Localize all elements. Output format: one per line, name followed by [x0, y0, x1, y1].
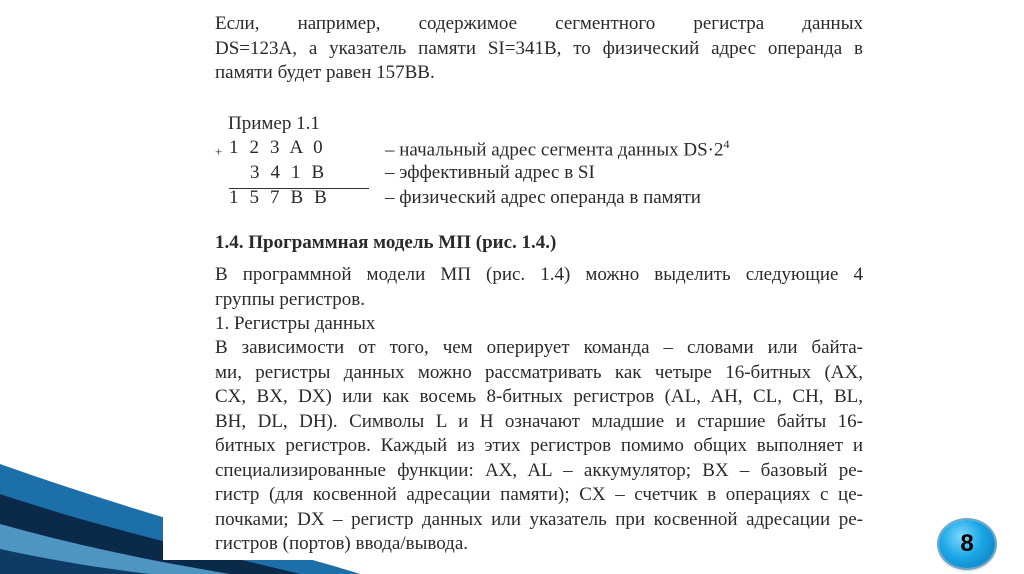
- example-digits: 1 2 3 A 0: [229, 137, 324, 158]
- text-line: гистров (портов) ввода/вывода.: [215, 533, 469, 554]
- text-line: DS=123A, а указатель памяти SI=341B, то физический адрес операнда в: [215, 37, 863, 59]
- text-line: CX, BX, DX) или как восемь 8-битных регистров (AL, AH, CL, CH, BL,: [215, 386, 863, 407]
- document-page: [163, 0, 885, 560]
- text-line: специализированные функции: AX, AL – аккумулятор; BX – базовый ре-: [215, 459, 863, 481]
- text-line: В программной модели МП (рис. 1.4) можно выделить следующие 4: [215, 264, 863, 285]
- text-line: памяти будет равен 157BB.: [215, 62, 435, 83]
- example-description: – физический адрес операнда в памяти: [385, 187, 701, 208]
- paragraph-register-groups: [215, 263, 863, 312]
- example-digits: 3 4 1 B: [229, 162, 325, 183]
- paragraph-data-registers: [215, 336, 863, 557]
- paragraph-segment-address: [215, 12, 863, 86]
- section-heading: 1.4. Программная модель МП (рис. 1.4.): [215, 232, 557, 253]
- superscript: 4: [723, 137, 730, 151]
- example-description: – начальный адрес сегмента данных $DS\cdot 2^4$: [385, 137, 730, 161]
- example-digits: 1 5 7 B B: [229, 187, 328, 208]
- text-line: гистр (для косвенной адресации памяти); CX – счетчик в операциях с це-: [215, 484, 863, 505]
- text-line: ми, регистры данных можно рассматривать как четыре 16-битных (AX,: [215, 361, 863, 383]
- plus-sign: +: [215, 144, 223, 159]
- text-line: битных регистров. Каждый из этих регистров помимо общих выполняет и: [215, 435, 863, 456]
- example-title: Пример 1.1: [228, 113, 320, 134]
- text-line: BH, DL, DH). Символы L и H означают младшие и старшие байты 16-: [215, 410, 863, 432]
- text-line: почками; DX – регистр данных или указатель при косвенной адресации ре-: [215, 508, 863, 530]
- example-description: – эффективный адрес в SI: [385, 162, 595, 183]
- text-line: В зависимости от того, чем оперирует команда – словами или байта-: [215, 337, 863, 358]
- text-line: Если, например, содержимое сегментного регистра данных: [215, 13, 863, 34]
- text-line: группы регистров.: [215, 288, 365, 310]
- list-item-data-registers: 1. Регистры данных: [215, 313, 376, 334]
- page-number-badge: 8: [939, 520, 995, 568]
